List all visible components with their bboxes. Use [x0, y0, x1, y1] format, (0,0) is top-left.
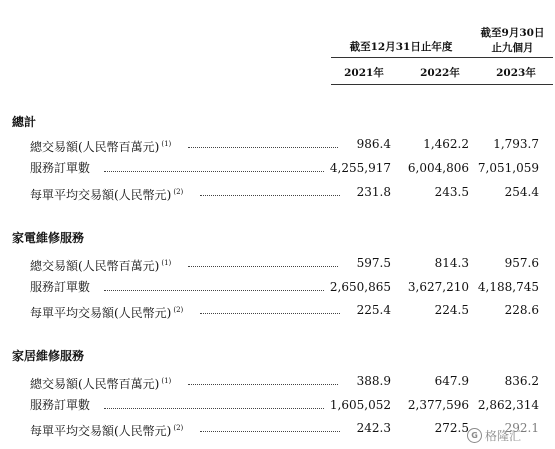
value-2023: 7,051,059 — [477, 161, 539, 175]
dot-leader — [200, 431, 340, 432]
table-row — [0, 277, 555, 297]
row-label: 總交易額(人民幣百萬元) $^{(1)}$ — [30, 377, 172, 391]
value-2022: 224.5 — [434, 303, 469, 317]
row-label: 服務訂單數 — [30, 280, 91, 294]
value-2022: 2,377,596 — [407, 398, 469, 412]
value-2022: 6,004,806 — [407, 161, 469, 175]
table-row — [0, 253, 555, 273]
value-2021: 231.8 — [356, 185, 391, 199]
section-title-appliance-repair: 家電維修服務 — [12, 231, 85, 245]
value-2021: 4,255,917 — [329, 161, 391, 175]
header-group-label: 截至12月31日止年度 — [349, 41, 453, 53]
dot-leader — [188, 266, 338, 267]
row-label: 總交易額(人民幣百萬元) $^{(1)}$ — [30, 259, 172, 273]
table-row — [0, 158, 555, 178]
table-row — [0, 395, 555, 415]
value-2021: 2,650,865 — [329, 280, 391, 294]
row-label: 每單平均交易額(人民幣元) $^{(2)}$ — [30, 306, 184, 320]
dot-leader — [200, 195, 340, 196]
row-label: 服務訂單數 — [30, 398, 91, 412]
value-2023: 957.6 — [504, 256, 539, 270]
dot-leader — [188, 384, 338, 385]
value-2022: 647.9 — [434, 374, 469, 388]
value-2023: 4,188,745 — [477, 280, 539, 294]
dot-leader — [104, 290, 324, 291]
section-title-home-repair: 家居維修服務 — [12, 349, 85, 363]
value-2022: 1,462.2 — [423, 137, 469, 151]
table-row — [0, 371, 555, 391]
value-2021: 388.9 — [356, 374, 391, 388]
row-label: 每單平均交易額(人民幣元) $^{(2)}$ — [30, 424, 184, 438]
watermark-logo-icon: G — [467, 428, 482, 443]
year-2022-header: 2022年 — [420, 67, 460, 79]
header-period-label-line1: 截至9月30日 — [480, 27, 545, 39]
dot-leader — [188, 147, 338, 148]
value-2021: 1,605,052 — [329, 398, 391, 412]
value-2023: 254.4 — [504, 185, 539, 199]
row-label: 服務訂單數 — [30, 161, 91, 175]
year-2023-header: 2023年 — [496, 67, 536, 79]
watermark-text: 格隆汇 — [485, 429, 522, 443]
value-2022: 243.5 — [434, 185, 469, 199]
table-row — [0, 300, 555, 320]
header-period-label-line2: 止九個月 — [491, 42, 534, 54]
header-rule-bottom — [331, 84, 553, 85]
value-2021: 242.3 — [356, 421, 391, 435]
table-row — [0, 182, 555, 202]
dot-leader — [200, 313, 340, 314]
row-label: 總交易額(人民幣百萬元) $^{(1)}$ — [30, 140, 172, 154]
value-2021: 986.4 — [356, 137, 391, 151]
value-2022: 3,627,210 — [407, 280, 469, 294]
value-2022: 272.5 — [434, 421, 469, 435]
dot-leader — [104, 408, 324, 409]
value-2022: 814.3 — [434, 256, 469, 270]
value-2023: 2,862,314 — [477, 398, 539, 412]
row-label: 每單平均交易額(人民幣元) $^{(2)}$ — [30, 188, 184, 202]
table-row — [0, 134, 555, 154]
section-title-total: 總計 — [12, 115, 37, 129]
header-rule-top — [331, 57, 553, 58]
value-2023: 1,793.7 — [493, 137, 539, 151]
dot-leader — [104, 171, 324, 172]
value-2023: 292.1 — [504, 421, 539, 435]
value-2023: 836.2 — [504, 374, 539, 388]
value-2021: 597.5 — [356, 256, 391, 270]
value-2021: 225.4 — [356, 303, 391, 317]
year-2021-header: 2021年 — [344, 67, 384, 79]
value-2023: 228.6 — [504, 303, 539, 317]
watermark — [467, 427, 521, 444]
